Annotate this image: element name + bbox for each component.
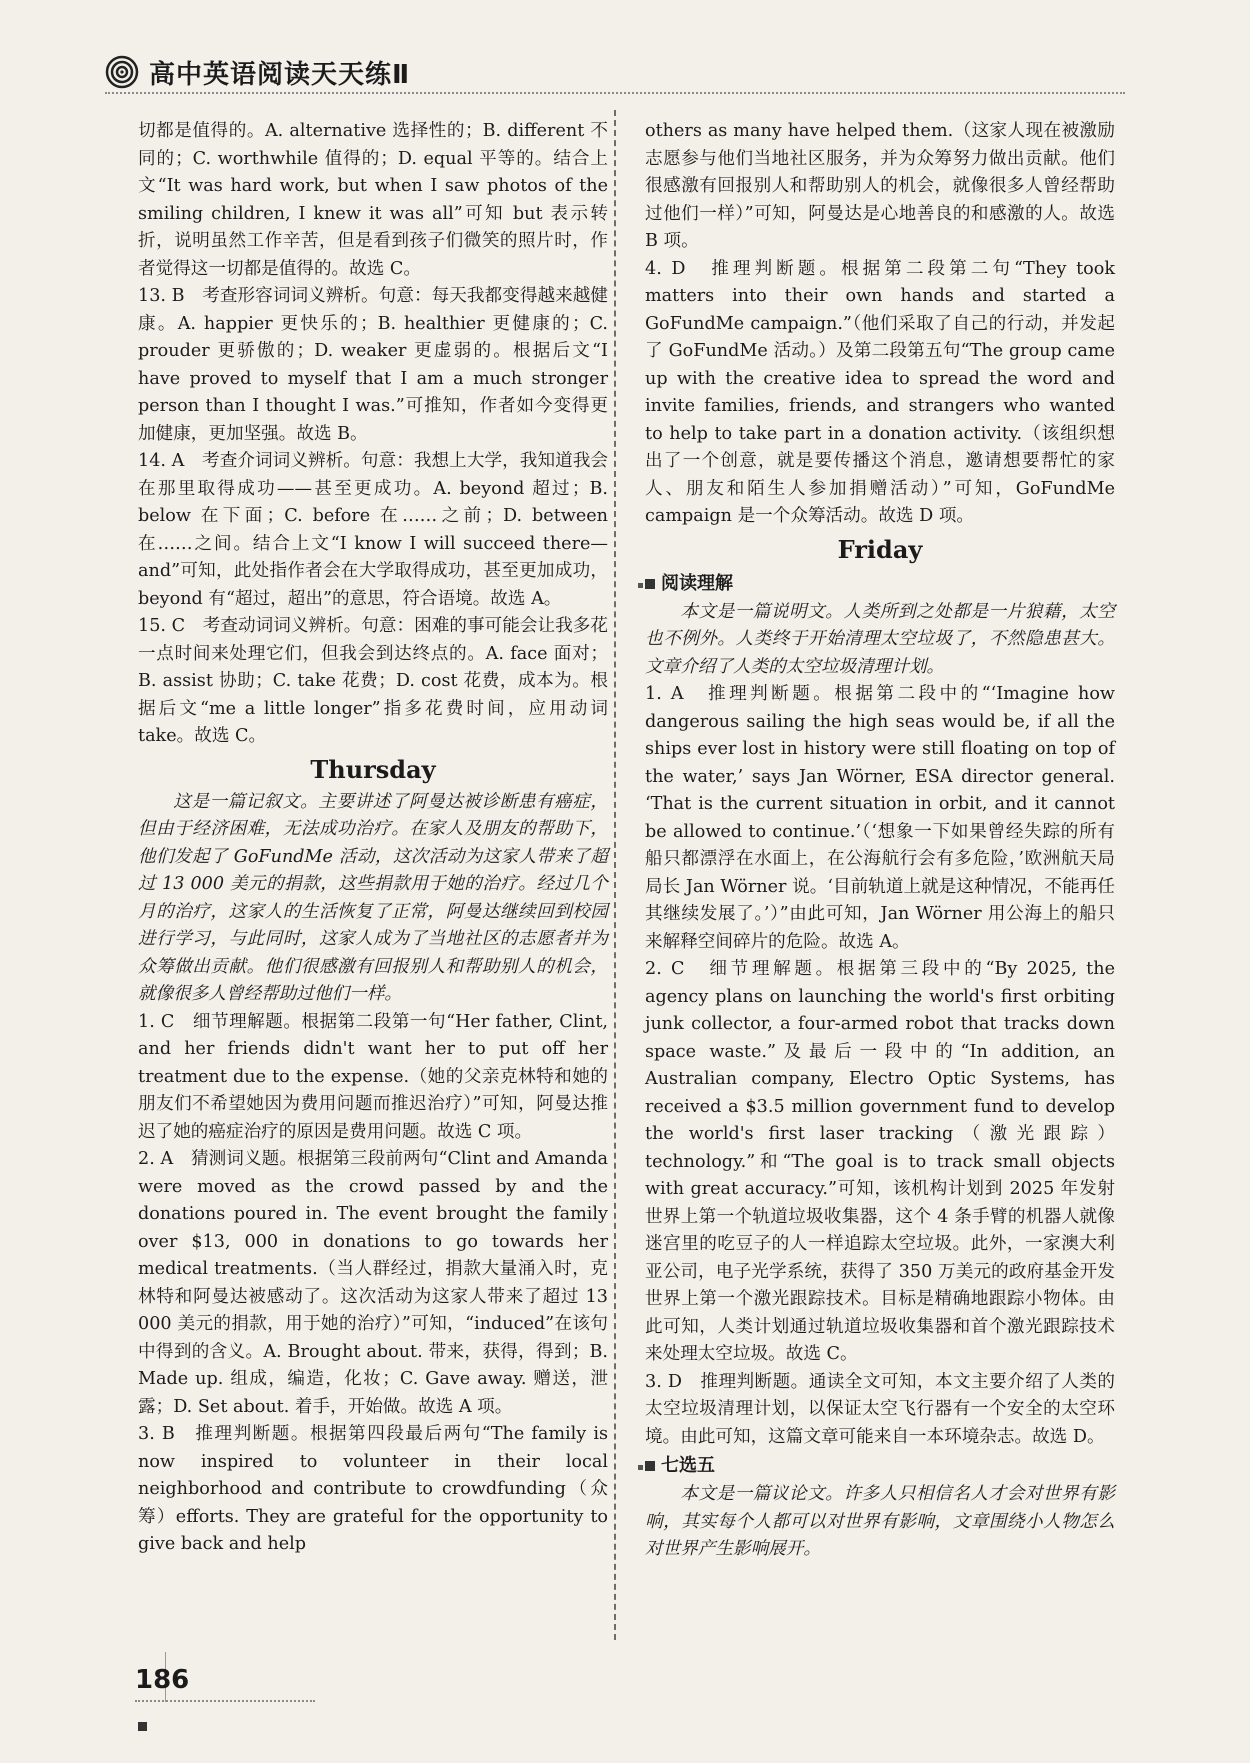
day-heading-friday: Friday [837, 534, 923, 564]
section-label: 七选五 [661, 1455, 715, 1476]
thursday-answer-2: 2. A 猜测词义题。根据第三段前两句“Clint and Amanda were moved as the crowd passed by and the donations poured in. The event brought the family over $13, 000 in donations to go towards her medical treatments.（当人群经过，捐款大量涌入时，克林特和阿曼达被感动了。这次活动为这家人带来了超过 13 000 美元的捐款，用于她的治疗）”可知，“induced”在该句中得到的含义。A. Brought about. 带来，获得，得到；B. Made up. 组成，编造，化妆；C. Gave away. 赠送，泄露；D. Set about. 着手，开始做。故选 A 项。 [138, 1149, 608, 1417]
section-bullet-icon [645, 1461, 655, 1471]
qixuanwu-intro: 本文是一篇议论文。许多人只相信名人才会对世界有影响，其实每个人都可以对世界有影响，文章围绕小人物怎么对世界产生影响展开。 [645, 1484, 1115, 1559]
friday-intro: 本文是一篇说明文。人类所到之处都是一片狼藉，太空也不例外。人类终于开始清理太空垃圾了，不然隐患甚大。文章介绍了人类的太空垃圾清理计划。 [645, 601, 1115, 677]
friday-answer-3: 3. D 推理判断题。通读全文可知，本文主要介绍了人类的太空垃圾清理计划，以保证太空飞行器有一个安全的太空环境。由此可知，这篇文章可能来自一本环境杂志。故选 D。 [645, 1371, 1115, 1447]
book-title: 高中英语阅读天天练Ⅱ [149, 59, 411, 90]
right-column [645, 118, 1115, 1564]
answer-13: 13. B 考查形容词词义辨析。句意：每天我都变得越来越健康。A. happier 更快乐的；B. healthier 更健康的；C. prouder 更骄傲的；D. weaker 更虚弱的。根据后文“I have proved to myself that I am a much stronger person than I thought I was.”可推知，作者如今变得更加健康，更加坚强。故选 B。 [138, 286, 608, 444]
answer-14: 14. A 考查介词词义辨析。句意：我想上大学，我知道我会在那里取得成功——甚至更成功。A. beyond 超过；B. below 在下面；C. before 在……之前；D. between 在……之间。结合上文“I know I will succeed there—and”可知，此处指作者会在大学取得成功，甚至更加成功，beyond 有“超过，超出”的意思，符合语境。故选 A。 [138, 451, 608, 609]
spiral-logo-icon [105, 55, 139, 89]
footer-square-icon [138, 1722, 147, 1731]
section-label: 阅读理解 [661, 572, 733, 594]
day-heading-thursday: Thursday [310, 754, 436, 784]
left-column [138, 118, 608, 1559]
footer-divider [135, 1700, 315, 1702]
section-heading-reading [645, 569, 1115, 599]
thursday-answer-3-continuation: others as many have helped them.（这家人现在被激励志愿参与他们当地社区服务，并为众筹努力做出贡献。他们很感激有回报别人和帮助别人的机会，就像很多人曾经帮助过他们一样）”可知，阿曼达是心地善良的和感激的人。故选 B 项。 [645, 121, 1115, 251]
thursday-answer-3: 3. B 推理判断题。根据第四段最后两句“The family is now inspired to volunteer in their local neighborhood and contribute to crowdfunding（众筹）efforts. They are grateful for the opportunity to give back and help [138, 1424, 608, 1554]
thursday-answer-1: 1. C 细节理解题。根据第二段第一句“Her father, Clint, and her friends didn't want her to put off her treatment due to the expense.（她的父亲克林特和她的朋友们不希望她因为费用问题而推迟治疗）”可知，阿曼达推迟了她的癌症治疗的原因是费用问题。故选 C 项。 [138, 1011, 608, 1142]
page-header [105, 52, 1125, 92]
answer-15: 15. C 考查动词词义辨析。句意：困难的事可能会让我多花一点时间来处理它们，但我会到达终点的。A. face 面对；B. assist 协助；C. take 花费；D. cost 花费，成本为。根据后文“me a little longer”指多花费时间，应用动词 take。故选 C。 [138, 616, 608, 746]
friday-answer-2: 2. C 细节理解题。根据第三段中的“By 2025, the agency plans on launching the world's first orbiting junk collector, a four-armed robot that tracks down space waste.”及最后一段中的“In addition, an Australian company, Electro Optic Systems, has received a $3.5 million government fund to develop the world's first laser tracking（激光跟踪）technology.”和“The goal is to track small objects with great accuracy.”可知，该机构计划到 2025 年发射世界上第一个轨道垃圾收集器，这个 4 条手臂的机器人就像迷宫里的吃豆子的人一样追踪太空垃圾。此外，一家澳大利亚公司，电子光学系统，获得了 350 万美元的政府基金开发世界上第一个激光跟踪技术。目标是精确地跟踪小物体。由此可知，人类计划通过轨道垃圾收集器和首个激光跟踪技术来处理太空垃圾。故选 C。 [645, 959, 1115, 1364]
answer-continuation: 切都是值得的。A. alternative 选择性的；B. different 不同的；C. worthwhile 值得的；D. equal 平等的。结合上文“It was hard work, but when I saw photos of the smiling children, I knew it was all”可知 but 表示转折，说明虽然工作辛苦，但是看到孩子们微笑的照片时，作者觉得这一切都是值得的。故选 C。 [138, 121, 608, 279]
section-bullet-icon [645, 579, 655, 589]
thursday-answer-4: 4. D 推理判断题。根据第二段第二句“They took matters into their own hands and started a GoFundMe campaign.”（他们采取了自己的行动，并发起了 GoFundMe 活动。）及第二段第五句“The group came up with the creative idea to spread the word and invite families, friends, and strangers who wanted to help to take part in a donation activity.（该组织想出了一个创意，就是要传播这个消息，邀请想要帮忙的家人、朋友和陌生人参加捐赠活动）”可知，GoFundMe campaign 是一个众筹活动。故选 D 项。 [645, 258, 1115, 526]
column-divider [614, 110, 616, 1640]
friday-answer-1: 1. A 推理判断题。根据第二段中的“‘Imagine how dangerous sailing the high seas would be, if all the ships ever lost in history were still floating on top of the water,’ says Jan Wörner, ESA director general. ‘That is the current situation in orbit, and it cannot be allowed to continue.’（‘想象一下如果曾经失踪的所有船只都漂浮在水面上，在公海航行会有多危险，’欧洲航天局局长 Jan Wörner 说。‘目前轨道上就是这种情况，不能再任其继续发展了。’）”由此可知，Jan Wörner 用公海上的船只来解释空间碎片的危险。故选 A。 [645, 684, 1115, 952]
header-divider [105, 92, 1125, 94]
page-number: 186 [135, 1665, 190, 1695]
thursday-intro: 这是一篇记叙文。主要讲述了阿曼达被诊断患有癌症，但由于经济困难，无法成功治疗。在家人及朋友的帮助下，他们发起了 GoFundMe 活动，这次活动为这家人带来了超过 13 000 美元的捐款，这些捐款用于她的治疗。经过几个月的治疗，这家人的生活恢复了正常，阿曼达继续回到校园进行学习，与此同时，这家人成为了当地社区的志愿者并为众筹做出贡献。他们很感激有回报别人和帮助别人的机会，就像很多人曾经帮助过他们一样。 [138, 791, 608, 1004]
section-heading-qixuanwu [645, 1451, 1115, 1481]
